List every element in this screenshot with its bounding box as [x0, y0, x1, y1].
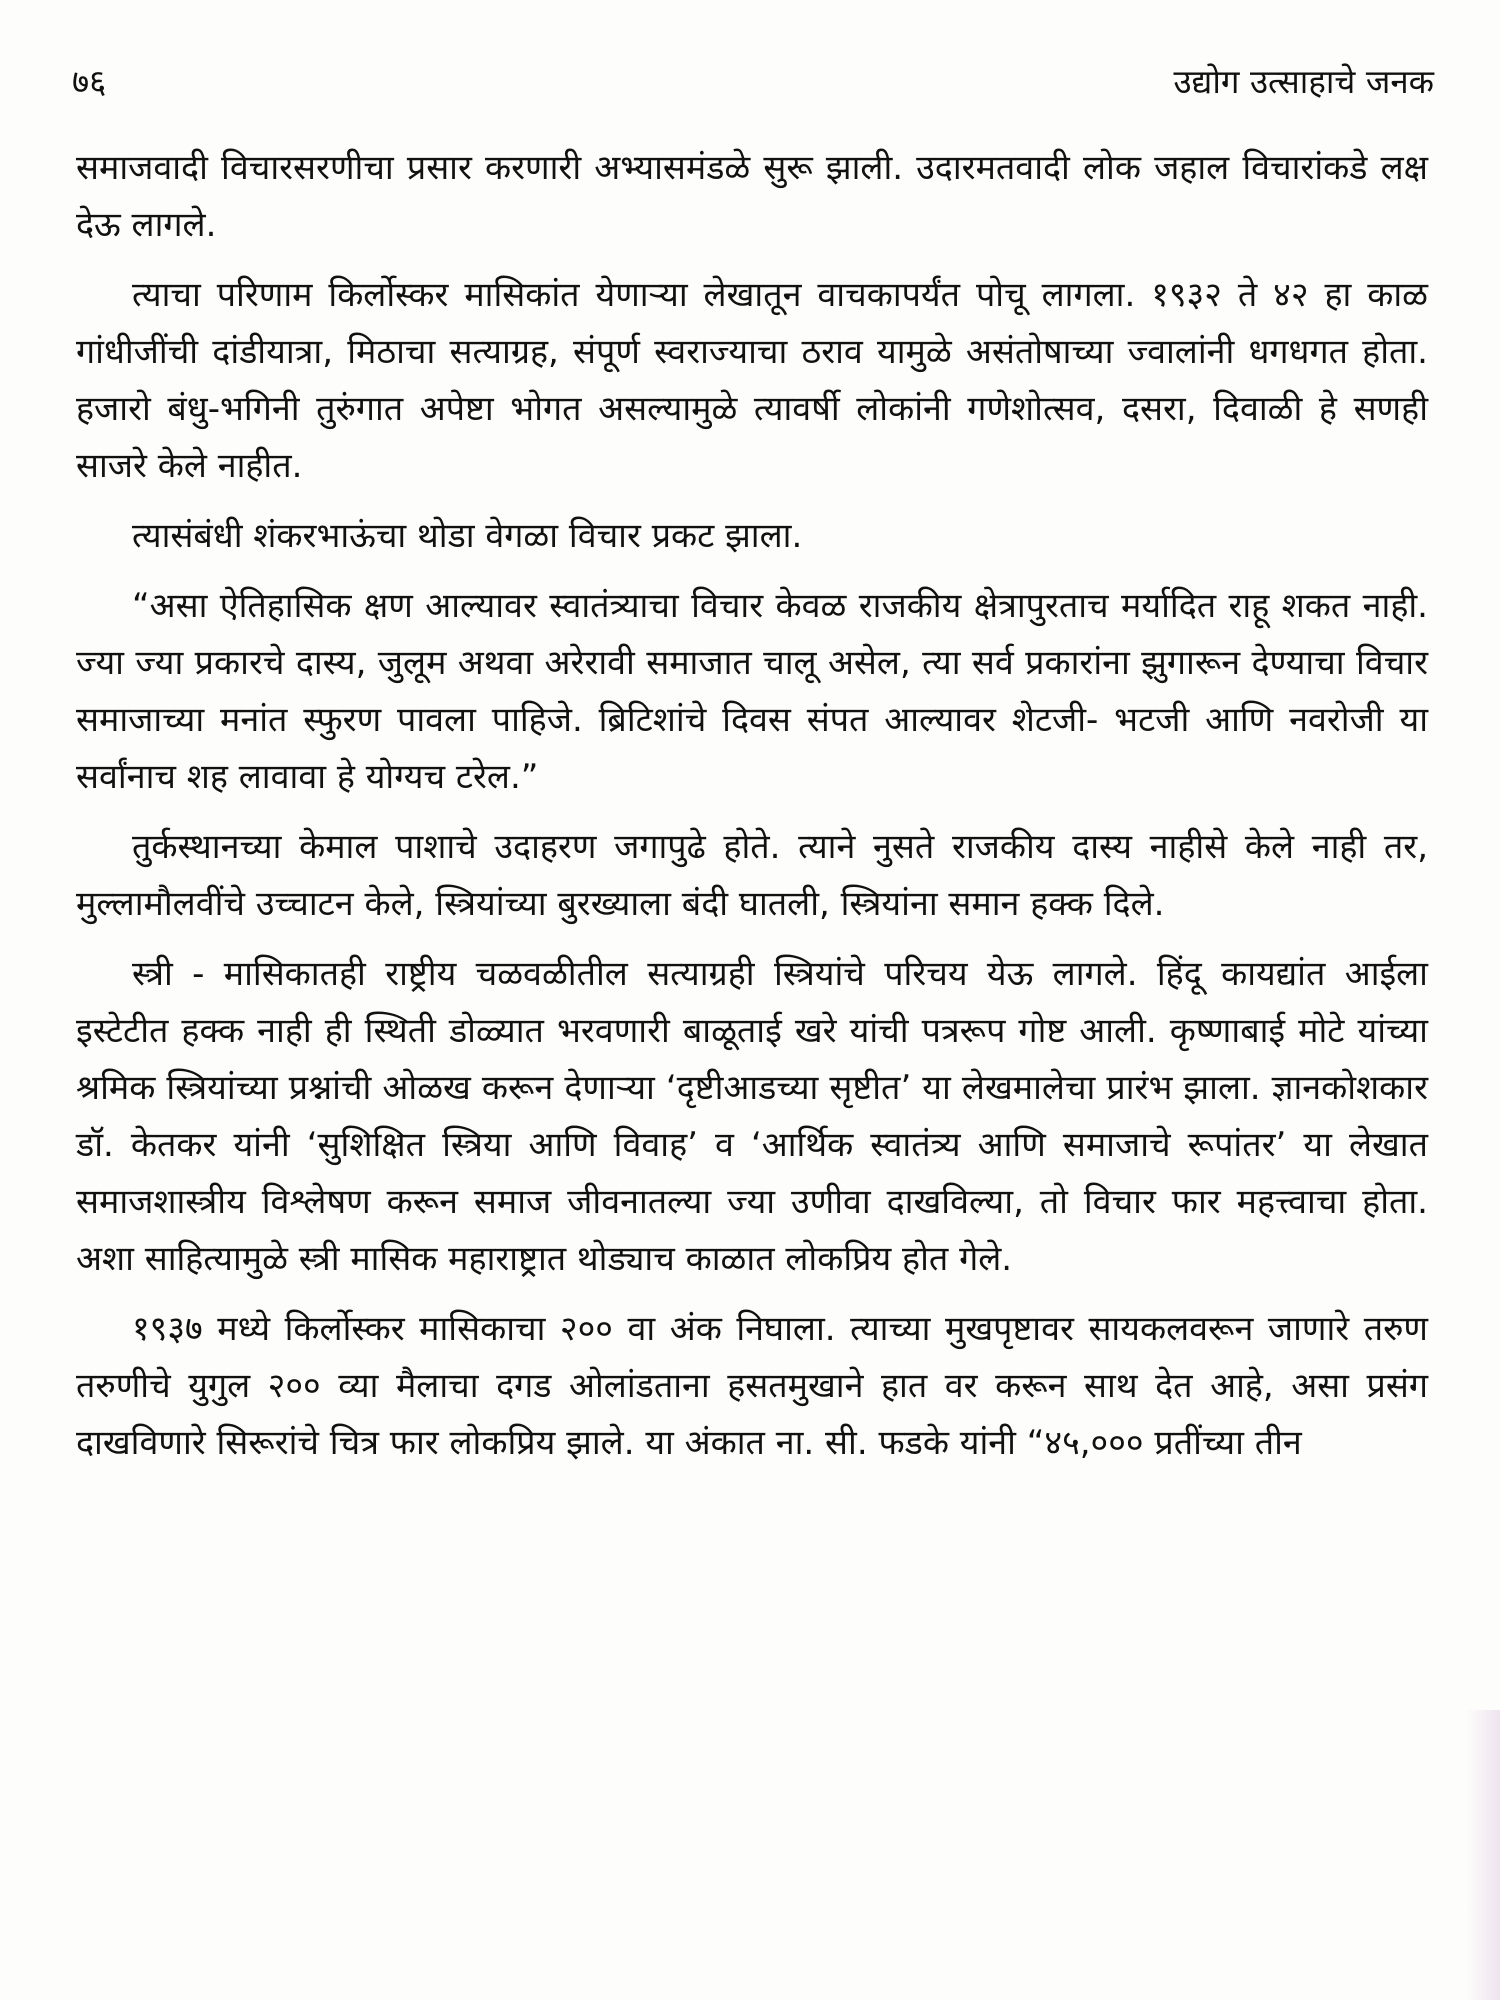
running-title: उद्योग उत्साहाचे जनक — [1173, 62, 1434, 101]
paragraph: त्याचा परिणाम किर्लोस्कर मासिकांत येणाऱ्या लेखातून वाचकापर्यंत पोचू लागला. १९३२ ते ४२ हा काळ गांधीजींची दांडीयात्रा, मिठाचा सत्याग्रह, संपूर्ण स्वराज्याचा ठराव यामुळे असंतोषाच्या ज्वालांनी धगधगत होता. हजारो बंधु-भगिनी तुरुंगात अपेष्टा भोगत असल्यामुळे त्यावर्षी लोकांनी गणेशोत्सव, दसरा, दिवाळी हे सणही साजरे केले नाहीत. — [76, 275, 1428, 486]
page-edge-shadow — [1466, 1710, 1500, 2000]
paragraph: समाजवादी विचारसरणीचा प्रसार करणारी अभ्यासमंडळे सुरू झाली. उदारमतवादी लोक जहाल विचारांकडे लक्ष देऊ लागले. — [76, 148, 1428, 245]
page-header — [72, 58, 1434, 108]
quoted-paragraph: “असा ऐतिहासिक क्षण आल्यावर स्वातंत्र्याचा विचार केवळ राजकीय क्षेत्रापुरताच मर्यादित राहू शकत नाही. ज्या ज्या प्रकारचे दास्य, जुलूम अथवा अरेरावी समाजात चालू असेल, त्या सर्व प्रकारांना झुगारून देण्याचा विचार समाजाच्या मनांत स्फुरण पावला पाहिजे. ब्रिटिशांचे दिवस संपत आल्यावर शेटजी- भटजी आणि नवरोजी या सर्वांनाच शह लावावा हे योग्यच टरेल.” — [76, 586, 1428, 797]
paragraph: १९३७ मध्ये किर्लोस्कर मासिकाचा २०० वा अंक निघाला. त्याच्या मुखपृष्टावर सायकलवरून जाणारे तरुण तरुणीचे युगुल २०० व्या मैलाचा दगड ओलांडताना हसतमुखाने हात वर करून साथ देत आहे, असा प्रसंग दाखविणारे सिरूरांचे चित्र फार लोकप्रिय झाले. या अंकात ना. सी. फडके यांनी “४५,००० प्रतींच्या तीन — [76, 1309, 1428, 1463]
paragraph: तुर्कस्थानच्या केमाल पाशाचे उदाहरण जगापुढे होते. त्याने नुसते राजकीय दास्य नाहीसे केले नाही तर, मुल्लामौलवींचे उच्चाटन केले, स्त्रियांच्या बुरख्याला बंदी घातली, स्त्रियांना समान हक्क दिले. — [76, 827, 1428, 924]
paragraph: त्यासंबंधी शंकरभाऊंचा थोडा वेगळा विचार प्रकट झाला. — [132, 516, 803, 556]
body-text — [76, 140, 1428, 1485]
page-number: ७६ — [72, 62, 107, 101]
paragraph: स्त्री - मासिकातही राष्ट्रीय चळवळीतील सत्याग्रही स्त्रियांचे परिचय येऊ लागले. हिंदू कायद्यांत आईला इस्टेटीत हक्क नाही ही स्थिती डोळ्यात भरवणारी बाळूताई खरे यांची पत्ररूप गोष्ट आली. कृष्णाबाई मोटे यांच्या श्रमिक स्त्रियांच्या प्रश्नांची ओळख करून देणाऱ्या ‘दृष्टीआडच्या सृष्टीत’ या लेखमालेचा प्रारंभ झाला. ज्ञानकोशकार डॉ. केतकर यांनी ‘सुशिक्षित स्त्रिया आणि विवाह’ व ‘आर्थिक स्वातंत्र्य आणि समाजाचे रूपांतर’ या लेखात समाजशास्त्रीय विश्लेषण करून समाज जीवनातल्या ज्या उणीवा दाखविल्या, तो विचार फार महत्त्वाचा होता. अशा साहित्यामुळे स्त्री मासिक महाराष्ट्रात थोड्याच काळात लोकप्रिय होत गेले. — [76, 954, 1428, 1279]
